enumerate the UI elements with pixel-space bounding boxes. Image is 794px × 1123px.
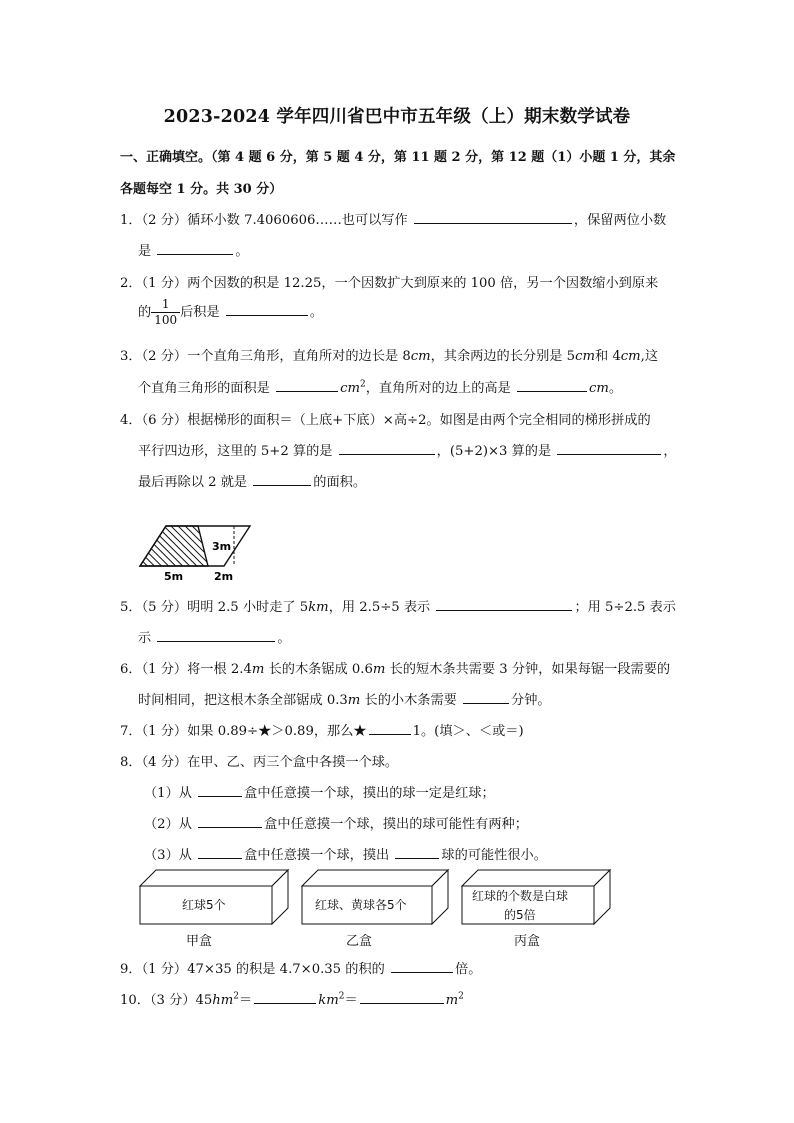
page-title: 2023-2024 学年四川省巴中市五年级（上）期末数学试卷 [163, 107, 631, 127]
answer-blank-3b[interactable] [517, 380, 587, 392]
answer-blank-3a[interactable] [276, 380, 338, 392]
base-label-5m: 5m [164, 570, 184, 583]
question-1-line2: 是 。 [138, 244, 249, 259]
question-2-line2: 的 $\frac{1}{100}$ 后积是 。 [138, 297, 324, 327]
box-bing-label-line1: 红球的个数是白球 [472, 889, 569, 903]
question-2-line1: 2．（1 分）两个因数的积是 12.25，一个因数扩大到原来的 100 倍，另一个因数缩小到原来 [120, 276, 659, 291]
question-7: 7．（1 分）如果 0.89÷★＞0.89，那么★ 1。(填＞、＜或＝) [120, 724, 524, 739]
question-6-line1: 6．（1 分）将一根 2.4m 长的木条锯成 0.6m 长的短木条共需要 3 分钟，如果每锯一段需要的 [120, 662, 671, 677]
box-yi-label: 红球、黄球各5个 [315, 898, 407, 912]
question-8-sub1: （1）从 盒中任意摸一个球，摸出的球一定是红球； [144, 786, 495, 801]
answer-blank-4b[interactable] [557, 443, 661, 455]
section-heading-line1: 一、正确填空。（第 4 题 6 分，第 5 题 4 分，第 11 题 2 分，第 12 题（1）小题 1 分，其余 [120, 150, 676, 165]
base-label-2m: 2m [214, 570, 234, 583]
fraction-one-hundredth: $\frac{1}{100}$ [151, 297, 180, 328]
answer-blank-8b[interactable] [198, 816, 262, 828]
question-3-line2: 个直角三角形的面积是 $cm^2$，直角所对的边上的高是 cm。 [138, 379, 623, 396]
question-8-sub3: （3）从 盒中任意摸一个球，摸出 球的可能性很小。 [144, 848, 547, 863]
question-1-line1: 1．（2 分）循环小数 7.4060606……也可以写作 ，保留两位小数 [120, 213, 667, 228]
answer-blank-4a[interactable] [339, 443, 435, 455]
question-4-line1: 4．（6 分）根据梯形的面积＝（上底+下底）×高÷2。如图是由两个完全相同的梯形拼成的 [120, 413, 651, 428]
box-bing-label-line2: 的5倍 [504, 908, 536, 922]
answer-blank-8d[interactable] [395, 847, 439, 859]
answer-blank-1a[interactable] [414, 212, 572, 224]
question-3-line1: 3．（2 分）一个直角三角形，直角所对的边长是 8cm，其余两边的长分别是 5cm和 4cm,这 [120, 349, 659, 364]
answer-blank-5a[interactable] [436, 599, 572, 611]
parallelogram-figure [138, 522, 258, 584]
question-10: 10．（3 分）$45hm^2= km^2= m^2$ [120, 991, 464, 1008]
box-yi-caption: 乙盒 [346, 934, 373, 949]
answer-blank-8a[interactable] [198, 785, 242, 797]
answer-blank-4c[interactable] [253, 474, 311, 486]
hatched-trapezoid [140, 526, 208, 566]
box-bing-caption: 丙盒 [514, 934, 541, 949]
question-5-line2: 示 。 [138, 631, 291, 646]
answer-blank-2[interactable] [226, 304, 308, 316]
question-4-line2: 平行四边形，这里的 5+2 算的是 ，(5+2)×3 算的是 ， [138, 444, 677, 459]
answer-blank-6[interactable] [463, 692, 509, 704]
answer-blank-5b[interactable] [157, 630, 275, 642]
question-5-line1: 5．（5 分）明明 2.5 小时走了 5km，用 2.5÷5 表示 ；用 5÷2.5 表示 [120, 600, 676, 615]
question-8-sub2: （2）从 盒中任意摸一个球，摸出的球可能性有两种； [144, 817, 528, 832]
answer-blank-1b[interactable] [157, 243, 233, 255]
answer-blank-8c[interactable] [198, 847, 242, 859]
answer-blank-10b[interactable] [360, 992, 444, 1004]
answer-blank-7[interactable] [369, 723, 411, 735]
box-jia-caption: 甲盒 [186, 934, 213, 949]
question-8-line1: 8．（4 分）在甲、乙、丙三个盒中各摸一个球。 [120, 755, 399, 770]
question-4-line3: 最后再除以 2 就是 的面积。 [138, 475, 367, 490]
answer-blank-9[interactable] [391, 961, 453, 973]
question-9: 9．（1 分）47×35 的积是 4.7×0.35 的积的 倍。 [120, 962, 482, 977]
answer-blank-10a[interactable] [254, 992, 316, 1004]
height-label: 3m [212, 540, 232, 553]
section-heading-line2: 各题每空 1 分。共 30 分） [120, 182, 283, 197]
question-6-line2: 时间相同，把这根木条全部锯成 0.3m 长的小木条需要 分钟。 [138, 693, 551, 708]
box-jia-label: 红球5个 [182, 898, 226, 912]
